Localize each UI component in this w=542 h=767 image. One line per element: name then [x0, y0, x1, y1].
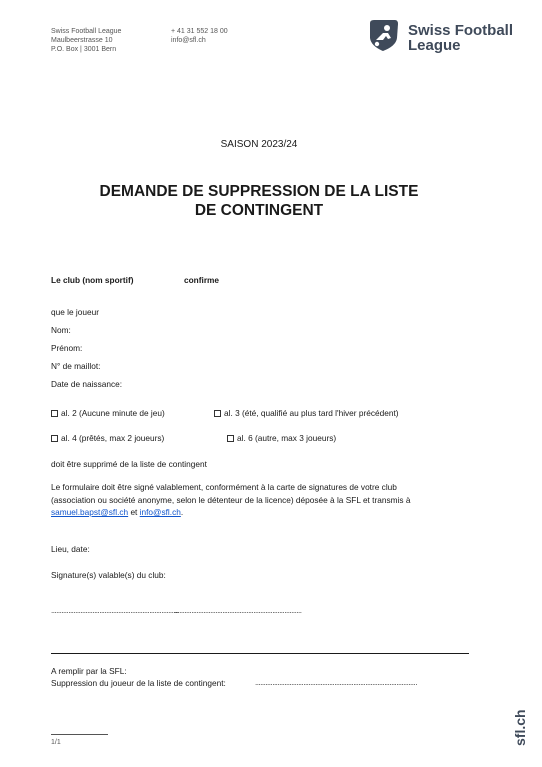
- section-divider: [51, 653, 469, 654]
- checkbox-icon[interactable]: [227, 435, 234, 442]
- season-label: SAISON 2023/24: [220, 139, 298, 150]
- checkbox-icon[interactable]: [214, 410, 221, 417]
- option-al6[interactable]: [227, 433, 336, 443]
- email-link-info[interactable]: info@sfl.ch: [139, 507, 181, 517]
- option-al6-label: al. 6 (autre, max 3 joueurs): [237, 433, 337, 443]
- place-date-label: Lieu, date:: [51, 544, 90, 554]
- instructions-line-3: [51, 506, 491, 519]
- signature-label: Signature(s) valable(s) du club:: [51, 570, 166, 580]
- address-line-2: Maulbeerstrasse 10: [51, 37, 113, 44]
- instructions-paragraph: [51, 481, 491, 519]
- sfl-logo-wordmark: [408, 23, 513, 53]
- signature-line-1[interactable]: ..........................................................................: [51, 606, 179, 615]
- player-intro: que le joueur: [51, 307, 99, 317]
- page-number: 1/1: [51, 739, 61, 746]
- sender-contact: [171, 27, 228, 45]
- jersey-field-label: N° de maillot:: [51, 361, 101, 371]
- option-al2-label: al. 2 (Aucune minute de jeu): [61, 408, 165, 418]
- sfl-section-label: A remplir par la SFL:: [51, 666, 127, 676]
- sfl-removal-line[interactable]: ..............................................................................................: [255, 678, 417, 687]
- birthdate-field-label: Date de naissance:: [51, 379, 123, 389]
- confirm-label: confirme: [184, 275, 220, 285]
- instructions-line-2: (association ou société anonyme, selon le détenteur de la licence) déposée à la SFL et transmis à: [51, 494, 411, 505]
- option-al4[interactable]: [51, 433, 164, 443]
- contact-phone: + 41 31 552 18 00: [171, 28, 228, 35]
- signature-line-2[interactable]: ..........................................................................: [174, 606, 302, 615]
- document-title: [0, 182, 530, 220]
- email-link-samuel[interactable]: samuel.bapst@sfl.ch: [51, 507, 129, 517]
- address-line-3: P.O. Box | 3001 Bern: [51, 46, 117, 53]
- option-al4-label: al. 4 (prêtés, max 2 joueurs): [61, 433, 165, 443]
- option-al3[interactable]: [214, 408, 399, 418]
- sfl-logo-icon: [366, 18, 400, 52]
- title-line-1: DEMANDE DE SUPPRESSION DE LA LISTE: [99, 183, 419, 200]
- sender-address: [51, 27, 121, 54]
- checkbox-icon[interactable]: [51, 435, 58, 442]
- checkbox-icon[interactable]: [51, 410, 58, 417]
- contact-email: info@sfl.ch: [171, 37, 206, 44]
- option-al3-label: al. 3 (été, qualifié au plus tard l'hiver précédent): [224, 408, 399, 418]
- vertical-brand: sfl.ch: [512, 709, 528, 746]
- instructions-line-1: Le formulaire doit être signé valablement, conformément à la carte de signatures de votre club: [51, 482, 397, 492]
- logo-line-2: League: [408, 37, 461, 54]
- removal-statement: doit être supprimé de la liste de contingent: [51, 459, 207, 469]
- and-word: et: [128, 507, 140, 517]
- address-line-1: Swiss Football League: [51, 28, 122, 35]
- sfl-removal-label: Suppression du joueur de la liste de contingent:: [51, 678, 226, 688]
- title-line-2: DE CONTINGENT: [194, 202, 324, 219]
- name-field-label: Nom:: [51, 325, 71, 335]
- email-end: .: [180, 507, 184, 517]
- firstname-field-label: Prénom:: [51, 343, 83, 353]
- option-al2[interactable]: [51, 408, 165, 418]
- logo-line-1: Swiss Football: [408, 22, 514, 39]
- footer-rule: [51, 734, 108, 735]
- club-label: Le club (nom sportif): [51, 275, 134, 285]
